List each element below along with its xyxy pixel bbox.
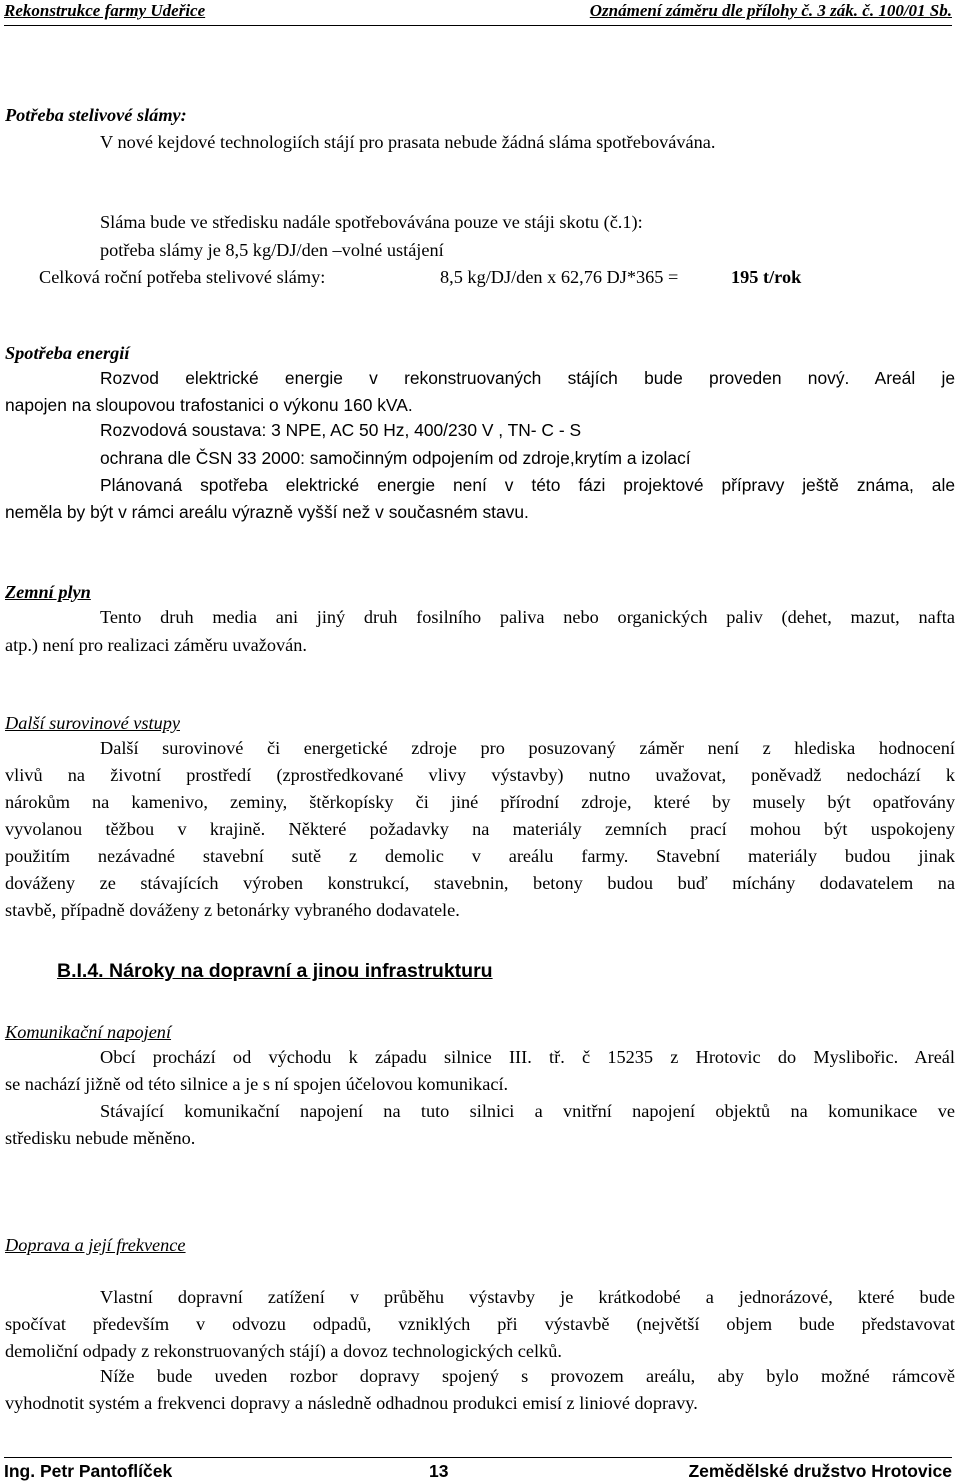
inputs-line-7: stavbě, případně dováženy z betonárky vybraného dodavatele. <box>5 900 460 920</box>
straw-heading: Potřeba stelivové slámy: <box>5 105 187 125</box>
header-document-type: Oznámení záměru dle přílohy č. 3 zák. č. 100/01 Sb. <box>589 1 952 20</box>
gas-line-2: atp.) není pro realizaci záměru uvažován. <box>5 635 307 655</box>
footer-organization: Zemědělské družstvo Hrotovice <box>688 1461 952 1481</box>
energy-line-6: neměla by být v rámci areálu výrazně vyšší než v současném stavu. <box>5 502 529 522</box>
inputs-line-6: dováženy ze stávajících výroben konstrukcí, stavebnin, betony budou buď míchány dodavatelem na <box>5 873 955 893</box>
gas-line-1: Tento druh media ani jiný druh fosilního paliva nebo organických paliv (dehet, mazut, nafta <box>100 607 955 627</box>
footer-author: Ing. Petr Pantoflíček <box>4 1461 173 1481</box>
page-footer <box>4 1457 952 1484</box>
traffic-line-2: spočívat především v odvozu odpadů, vzniklých při výstavbě (největší objem bude představovat <box>5 1314 955 1334</box>
inputs-line-1: Další surovinové či energetické zdroje pro posuzovaný záměr není z hlediska hodnocení <box>100 738 955 758</box>
roads-heading: Komunikační napojení <box>5 1022 172 1042</box>
page-header <box>4 1 952 26</box>
traffic-line-3: demoliční odpady z rekonstruovaných stájí) a dovoz technologických celků. <box>5 1341 562 1361</box>
inputs-line-2: vlivů na životní prostředí (zprostředkované vlivy výstavby) nutno uvažovat, poněvadž nedochází k <box>5 765 955 785</box>
energy-line-2: napojen na sloupovou trafostanici o výkonu 160 kVA. <box>5 395 413 415</box>
roads-line-4: středisku nebude měněno. <box>5 1128 196 1148</box>
traffic-line-4: Níže bude uveden rozbor dopravy spojený s provozem areálu, aby bylo možné rámcově <box>100 1366 955 1386</box>
straw-line-2: Sláma bude ve středisku nadále spotřebovávána pouze ve stáji skotu (č.1): <box>100 212 643 232</box>
energy-line-3: Rozvodová soustava: 3 NPE, AC 50 Hz, 400/230 V , TN- C - S <box>100 420 582 440</box>
inputs-heading: Další surovinové vstupy <box>5 713 180 733</box>
inputs-line-4: vyvolanou těžbou v krajině. Některé požadavky na materiály zemních prací mohou být uspokojeny <box>5 819 955 839</box>
traffic-heading: Doprava a její frekvence <box>5 1235 186 1255</box>
roads-line-2: se nachází jižně od této silnice a je s ní spojen účelovou komunikací. <box>5 1074 509 1094</box>
roads-line-3: Stávající komunikační napojení na tuto silnici a vnitřní napojení objektů na komunikace ve <box>100 1101 955 1121</box>
roads-line-1: Obcí prochází od východu k západu silnice III. tř. č 15235 z Hrotovic do Myslibořic. Areál <box>100 1047 955 1067</box>
inputs-line-3: nárokům na kamenivo, zeminy, štěrkopísky či jiné přírodní zdroje, které by musely být opatřovány <box>5 792 955 812</box>
footer-page-number: 13 <box>429 1461 449 1481</box>
energy-line-5: Plánovaná spotřeba elektrické energie není v této fázi projektové přípravy ještě známa, ale <box>100 475 955 495</box>
traffic-line-5: vyhodnotit systém a frekvenci dopravy a následně odhadnou produkci emisí z liniové dopravy. <box>5 1393 698 1413</box>
traffic-line-1: Vlastní dopravní zatížení v průběhu výstavby je krátkodobé a jednorázové, které bude <box>100 1287 955 1307</box>
energy-heading: Spotřeba energií <box>5 343 130 363</box>
straw-total-calc: 8,5 kg/DJ/den x 62,76 DJ*365 = <box>440 267 679 287</box>
straw-total-result: 195 t/rok <box>731 267 802 287</box>
energy-line-1: Rozvod elektrické energie v rekonstruovaných stájích bude proveden nový. Areál je <box>100 368 955 388</box>
inputs-line-5: použitím nezávadné stavební sutě z demolic v areálu farmy. Stavební materiály budou jinak <box>5 846 955 866</box>
straw-line-3: potřeba slámy je 8,5 kg/DJ/den –volné ustájení <box>100 240 444 260</box>
header-project-title: Rekonstrukce farmy Udeřice <box>4 1 206 20</box>
straw-total-label: Celková roční potřeba stelivové slámy: <box>39 267 326 287</box>
section-title: B.I.4. Nároky na dopravní a jinou infrastrukturu <box>57 960 493 982</box>
gas-heading: Zemní plyn <box>5 582 91 602</box>
straw-line-1: V nové kejdové technologiích stájí pro prasata nebude žádná sláma spotřebovávána. <box>100 132 716 152</box>
energy-line-4: ochrana dle ČSN 33 2000: samočinným odpojením od zdroje,krytím a izolací <box>100 448 691 468</box>
